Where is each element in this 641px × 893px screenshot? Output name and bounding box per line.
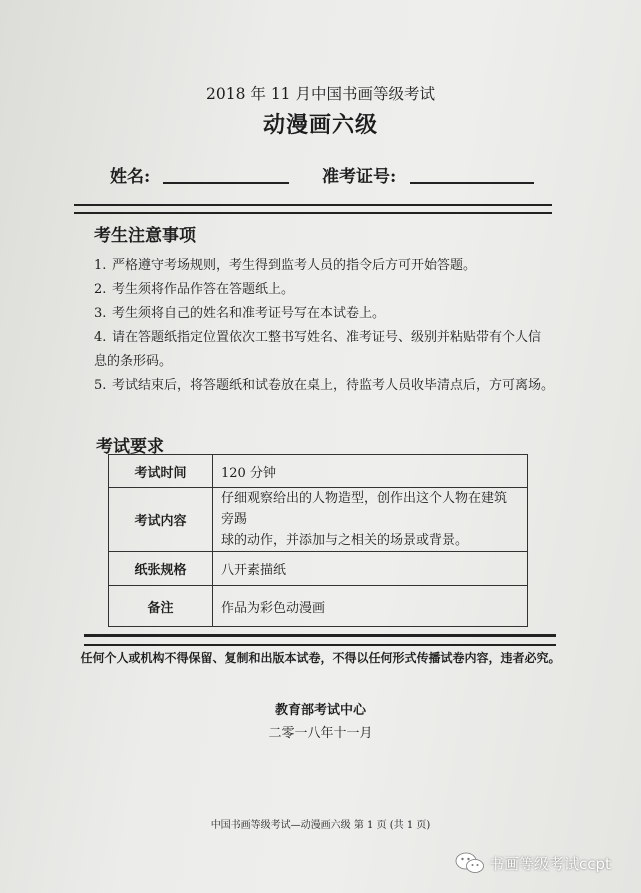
row-key: 纸张规格	[109, 552, 213, 586]
note-text: 考试结束后，将答题纸和试卷放在桌上，待监考人员收毕清点后，方可离场。	[112, 378, 555, 393]
notes-heading: 考生注意事项	[94, 226, 196, 246]
table-row	[109, 586, 528, 627]
note-number: 5.	[94, 378, 107, 393]
name-blank-line	[163, 182, 289, 184]
note-number: 2.	[94, 282, 107, 297]
page-footer: 中国书画等级考试—动漫画六级 第 1 页 (共 1 页)	[210, 820, 431, 831]
row-value-line: 球的动作，并添加与之相关的场景或背景。	[221, 533, 469, 548]
note-text-continued: 息的条形码。	[94, 354, 173, 369]
name-label: 姓名:	[110, 167, 151, 187]
row-value-line: 120 分钟	[221, 465, 276, 481]
wechat-icon	[455, 851, 485, 875]
note-text: 请在答题纸指定位置依次工整书写姓名、准考证号、级别并粘贴带有个人信	[112, 330, 542, 345]
note-text: 考生须将作品作答在答题纸上。	[112, 282, 295, 297]
issuer-org: 教育部考试中心	[274, 703, 366, 718]
row-value	[213, 552, 528, 586]
note-item	[94, 278, 554, 302]
id-label: 准考证号:	[322, 167, 397, 187]
row-value	[213, 586, 528, 627]
note-number: 1.	[94, 258, 107, 273]
note-item	[94, 254, 554, 278]
double-rule-top	[74, 204, 552, 214]
row-key: 考试时间	[109, 455, 213, 488]
table-row	[109, 488, 528, 552]
note-item	[94, 374, 554, 398]
exam-title: 2018 年 11 月中国书画等级考试	[206, 85, 435, 103]
row-value-line: 作品为彩色动漫画	[221, 600, 326, 616]
row-value-line: 仔细观察给出的人物造型，创作出这个人物在建筑旁踢	[221, 491, 508, 527]
note-item	[94, 326, 554, 350]
note-item	[94, 302, 554, 326]
notes-list	[94, 254, 554, 398]
issue-date: 二零一八年十一月	[268, 726, 373, 741]
note-text: 考生须将自己的姓名和准考证号写在本试卷上。	[112, 306, 386, 321]
note-number: 4.	[94, 330, 107, 345]
row-value	[213, 455, 528, 488]
id-blank-line	[410, 182, 534, 184]
row-value	[213, 488, 528, 552]
requirements-table	[108, 454, 528, 627]
watermark-text: 书画等级考试ccpt	[489, 854, 611, 873]
copyright-notice: 任何个人或机构不得保留、复制和出版本试卷，不得以任何形式传播试卷内容，违者必究。	[80, 651, 561, 665]
exam-subject: 动漫画六级	[262, 112, 378, 138]
double-rule-bottom	[84, 634, 556, 646]
watermark	[455, 851, 611, 875]
table-row	[109, 455, 528, 488]
row-key: 考试内容	[109, 488, 213, 552]
row-key: 备注	[109, 586, 213, 627]
note-number: 3.	[94, 306, 107, 321]
table-row	[109, 552, 528, 586]
requirements-heading: 考试要求	[96, 437, 164, 457]
note-text: 严格遵守考场规则，考生得到监考人员的指令后方可开始答题。	[112, 258, 477, 273]
row-value-line: 八开素描纸	[221, 563, 287, 578]
